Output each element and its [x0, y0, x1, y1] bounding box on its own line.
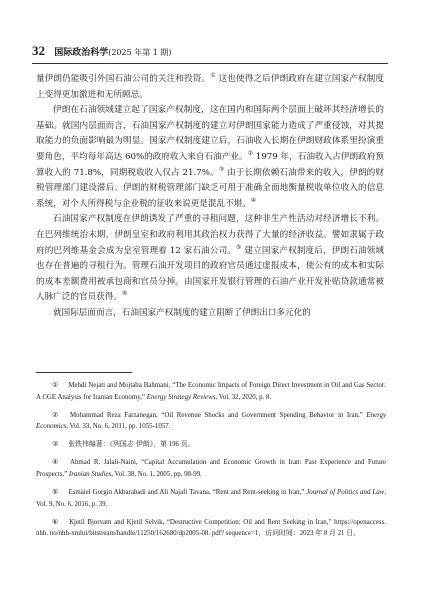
footnote-text: Mohammad Reza Farzanegan, “Oil Revenue Shocks and Government Spending Behavior in Iran,” [70, 411, 367, 419]
footnote-ref-3[interactable]: ③ [218, 165, 225, 173]
footnote [36, 410, 386, 433]
footnote-number: ⑥ [52, 518, 60, 526]
footnote-number: ④ [52, 459, 61, 467]
footnote-number: ③ [52, 441, 59, 449]
paragraph-2 [36, 103, 384, 212]
footnote [36, 439, 386, 451]
footnote-citation: , Vol. 33, No. 6, 2011, pp. 1055-1057. [66, 423, 171, 431]
footnote-citation: , Vol. 38, No. 1, 2005, pp. 98-99. [111, 471, 202, 479]
page-number: 32 [32, 43, 45, 58]
footnote-journal: Journal of Politics and Law [306, 489, 385, 497]
footnote-text: Esmaiel Gorgin Akbarabadi and Ali Najafi Tavana, “Rent and Rent-seeking in Iran,” [68, 489, 307, 497]
paragraph-2-text-a: 伊朗在石油领域建立起了国家产权制度，这在国内和国际两个层面上破坏其经济增长的基础。就国内层面而言，石油国家产权制度的建立对伊朗国家能力造成了严重侵蚀，对其提取能力的负面影响最为明显。国家产权制度建立后，石油收入长期在伊朗财政体系里扮演重要角色，平均每年高达 60%的政府收入来自石油产业。 [36, 105, 384, 162]
footnote [36, 517, 386, 540]
footnotes [36, 380, 386, 547]
footnote [36, 487, 386, 510]
footnote-citation: , Vol. 32, 2020, p. 8. [215, 393, 272, 401]
running-header [32, 44, 172, 60]
paragraph-1-text: 量伊朗仍能吸引外国石油公司的关注和投资。 [36, 74, 211, 84]
footnote-ref-6[interactable]: ⑥ [121, 290, 128, 298]
paragraph-3-text-b: 建立国家产权制度后，伊朗石油领域也存在普遍的寻租行为。管理石油开发项目的政府官员通过虚报成本，使公有的成本和实际的成本差额费用被承包商和官员分掉。由国家开发银行管理的石油产业开发补贴贷款通常被人脉广泛的官员获得。 [36, 245, 384, 303]
body-text [36, 72, 384, 322]
paragraph-2-text-b: 1979 年，石油收入占伊朗政府预算收入的 71.8%，同期税收收入仅占 21.7%。 [36, 151, 384, 178]
footnote-ref-1[interactable]: ① [210, 72, 216, 80]
paragraph-3-text-a: 石油国家产权制度在伊朗诱发了严重的寻租问题，这种非生产性活动对经济增长不利。在巴列维统治末期，伊朗皇室和政府利用其政治权力获得了大量的经济收益。譬如隶属于政府的巴列维基金会成为皇室管理着 12 家石油公司。 [36, 214, 384, 256]
footnote-journal: Energy Strategy Reviews [146, 393, 216, 401]
footnote-journal: Energy Economics [36, 411, 387, 431]
footnote-journal: Iranian Studies [68, 471, 112, 479]
footnote-text: Kjetil Bjorvatn and Kjetil Selvik, “Destructive Competition: Oil and Rent Seeking in Iran,” https://openaccess. nhh. no/nhh-xmlui/bitstream/handle/11250/162680/dp2005-08. pdf? sequence=1，访问时间：2023 年 8 月 21 日。 [36, 518, 386, 538]
header-divider [32, 63, 388, 64]
footnote-number: ① [52, 382, 59, 389]
issue-label: (2025 年第 1 期) [108, 48, 172, 57]
footnote-citation: , Vol. 9, No. 6, 2016, p. 39. [36, 489, 386, 508]
footnote-number: ② [52, 411, 61, 419]
footnote-text: Ahmad R. Jalali-Naini, “Capital Accumulation and Economic Growth in Iran: Past Experience and Future Prospects,” [36, 459, 386, 479]
paragraph-1-tail: 这也使得之后伊朗政府在建立国家产权制度上变得更加激进和无所顾忌。 [36, 74, 384, 100]
footnote-text: 张铁伟编著：《列国志·伊朗》，第 196 页。 [68, 441, 195, 449]
footnote [36, 380, 386, 403]
paragraph-1 [36, 72, 384, 103]
paragraph-4: 就国际层面而言，石油国家产权制度的建立阻断了伊朗出口多元化的 [53, 307, 311, 318]
footnote-text: Mehdi Nejati and Mojtaba Bahmani, “The Economic Impacts of Foreign Direct Investment in Oil and Gas Sector: A CGE Analysis for Iranian Economy,” [36, 382, 386, 401]
paragraph-3 [36, 212, 384, 306]
footnote-number: ⑤ [52, 489, 59, 497]
footnote-ref-4[interactable]: ④ [250, 196, 257, 204]
footnote-divider [36, 372, 132, 373]
footnote [36, 457, 386, 480]
paragraph-2-text-c: 由于长期依赖石油带来的收入，伊朗的财税管理部门建设滞后。伊朗的财税管理部门缺乏可用于准确全面地衡量税收单位收入的信息系统，对个人所得税与企业税的征收来说更是混乱不堪。 [36, 167, 384, 209]
journal-title: 国际政治科学 [54, 48, 109, 58]
footnote-ref-5[interactable]: ⑤ [236, 243, 242, 251]
footnote-ref-2[interactable]: ② [247, 150, 254, 158]
